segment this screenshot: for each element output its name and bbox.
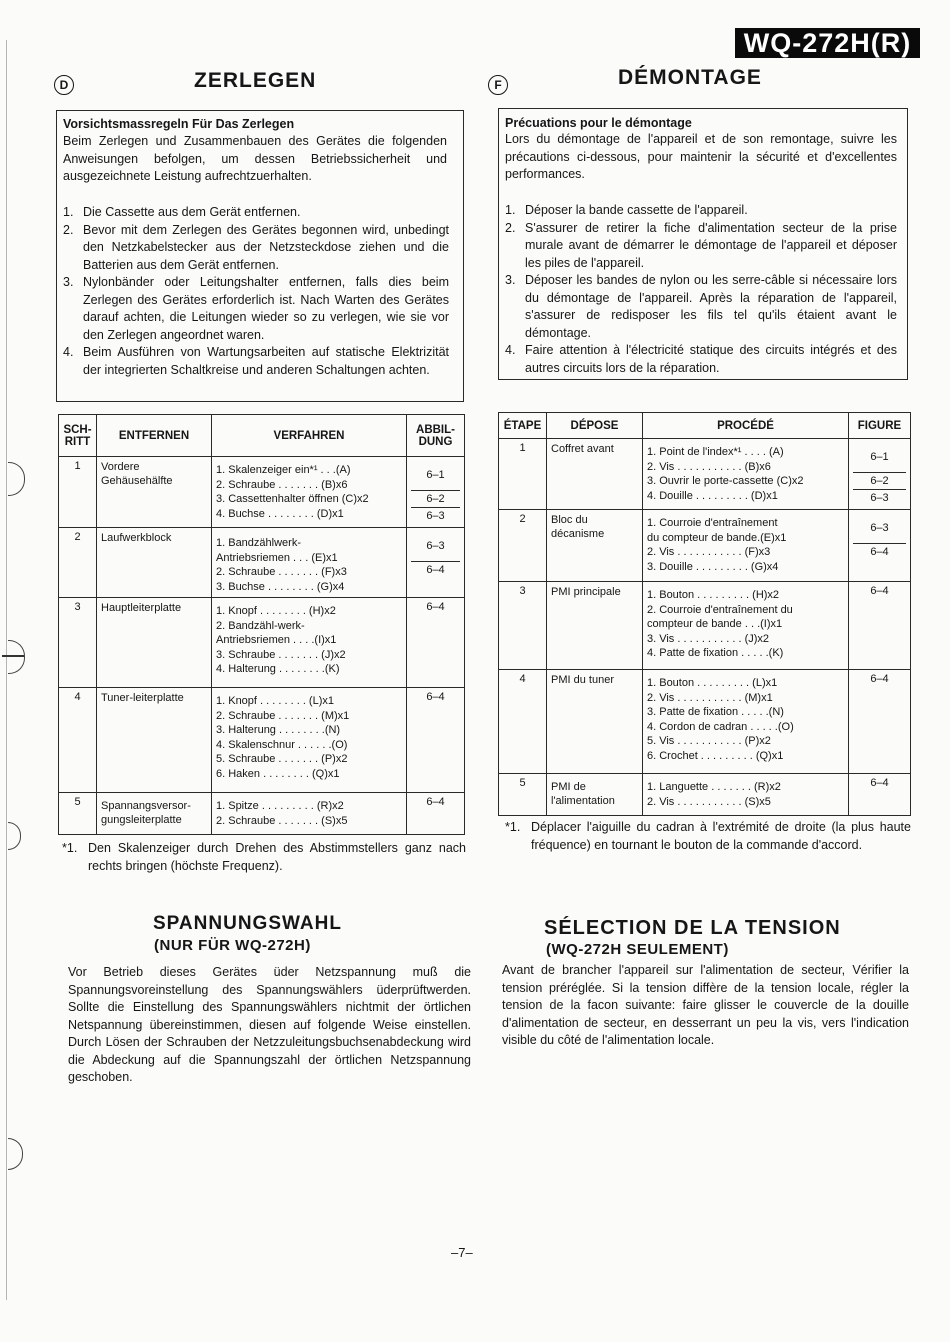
binding-curve-mark: [8, 462, 25, 496]
german-precautions-box: [56, 110, 464, 402]
german-voltage-title: SPANNUNGSWAHL: [153, 913, 342, 934]
column-header-remove: ENTFERNEN: [97, 415, 212, 457]
french-voltage-subtitle: (WQ-272H SEULEMENT): [546, 941, 729, 958]
column-header-figure: FIGURE: [849, 413, 911, 439]
column-header-procedure: VERFAHREN: [212, 415, 407, 457]
list-item: 1. Déposer la bande cassette de l'appareil.: [505, 203, 748, 217]
french-step-list: [505, 202, 897, 377]
list-item: 3. Nylonbänder oder Leitungshalter entfernen, falls dies beim Zerlegen des Gerätes erforderlich ist. Nach Warten des Gerätes darauf achten, die Leitungen wieder so zu verlegen, wie sie vor den Zerlegen angeordnet waren.: [63, 275, 449, 342]
table-row: 3 PMI principale 1. Bouton . . . . . . . . . (H)x2 2. Courroie d'entraînement du compteur de bande . . .(I)x1 3. Vis . . . . . . . . . . . (J)x2 4. Patte de fixation . . . . .(K) 6–4: [499, 582, 911, 670]
french-voltage-text: Avant de brancher l'appareil sur l'alimentation de secteur, Vérifier la tension préréglée. Si la tension diffère de la tension locale, régler la tension de la facon suivante: faire glisser le couvercle de la douille d'alimentation de secteur, en desserrant un peu la vis, vers l'indication visible du côté de l'alimentation locale.: [502, 963, 909, 1047]
list-item: 4. Faire attention à l'électricité statique des circuits intégrés et des autres circuits lors de la réparation.: [505, 343, 897, 375]
french-voltage-title: SÉLECTION DE LA TENSION: [544, 917, 841, 939]
column-header-figure: ABBIL-DUNG: [407, 415, 465, 457]
french-language-mark: F: [488, 75, 508, 95]
list-item: 3. Déposer les bandes de nylon ou les serre-câble si nécessaire lors du démontage de l'appareil. Après la réparation de l'appareil, s'assurer de redisposer les fils tel qu'ils étaient avant le démontage.: [505, 273, 897, 340]
german-precautions-text: Beim Zerlegen und Zusammenbauen des Gerätes die folgenden Anweisungen befolgen, um dessen Betriebssicherheit und ausgezeichnete Leistung aufrechtzuerhalten.: [63, 134, 447, 183]
french-section-title: DÉMONTAGE: [618, 66, 762, 89]
table-row: 2 Bloc du décanisme 1. Courroie d'entraînement du compteur de bande.(E)x1 2. Vis . . . . . . . . . . . (F)x3 3. Douille . . . . . . . . . (G)x4 6–3 6–4: [499, 510, 911, 582]
french-precautions-text: Lors du démontage de l'appareil et de son remontage, suivre les précautions ci-dessous, pour maintenir la sécurité et d'excellentes performances.: [505, 132, 897, 181]
table-row: 4 PMI du tuner 1. Bouton . . . . . . . . . (L)x1 2. Vis . . . . . . . . . . . (M)x1 3. Patte de fixation . . . . .(N) 4. Cordon de cadran . . . . .(O) 5. Vis . . . . . . . . . . . (P)x2 6. Crochet . . . . . . . . . (Q)x1 6–4: [499, 670, 911, 774]
german-language-mark: D: [54, 75, 74, 95]
binding-curve-mark: [8, 1138, 23, 1170]
french-precautions-box: [498, 108, 908, 380]
list-item: 1. Die Cassette aus dem Gerät entfernen.: [63, 205, 301, 219]
column-header-procedure: PROCÉDÉ: [643, 413, 849, 439]
model-number-badge: WQ-272H(R): [735, 28, 920, 58]
french-footnote: *1. Déplacer l'aiguille du cadran à l'extrémité de droite (la plus haute fréquence) en tournant le bouton de la commande d'accord.: [505, 820, 911, 852]
column-header-step: ÉTAPE: [499, 413, 547, 439]
german-footnote: *1. Den Skalenzeiger durch Drehen des Abstimmstellers ganz nach rechts bringen (höchste Frequenz).: [62, 841, 466, 873]
list-item: 2. S'assurer de retirer la fiche d'alimentation secteur de la prise murale avant de démarrer le démontage de l'appareil et déposer les piles de l'appareil.: [505, 220, 897, 270]
binding-margin-line: [6, 40, 7, 1300]
german-voltage-subtitle: (NUR FÜR WQ-272H): [154, 937, 311, 954]
table-row: 3 Hauptleiterplatte 1. Knopf . . . . . . . . (H)x2 2. Bandzähl-werk- Antriebsriemen . . . .(I)x1 3. Schraube . . . . . . . (J)x2 4. Halterung . . . . . . . .(K) 6–4: [59, 598, 465, 688]
table-row: 2 Laufwerkblock 1. Bandzählwerk- Antriebsriemen . . . (E)x1 2. Schraube . . . . . . . (F)x3 3. Buchse . . . . . . . . (G)x4 6–3 6–4: [59, 528, 465, 598]
german-step-list: [63, 204, 449, 379]
table-row: 1 Vordere Gehäusehälfte 1. Skalenzeiger ein*¹ . . .(A) 2. Schraube . . . . . . . (B)x6 3. Cassettenhalter öffnen (C)x2 4. Buchse . . . . . . . . (D)x1 6–1 6–2 6–3: [59, 457, 465, 528]
column-header-remove: DÉPOSE: [547, 413, 643, 439]
german-section-title: ZERLEGEN: [194, 69, 317, 92]
table-row: 4 Tuner-leiterplatte 1. Knopf . . . . . . . . (L)x1 2. Schraube . . . . . . . (M)x1 3. Halterung . . . . . . . .(N) 4. Skalenschnur . . . . . .(O) 5. Schraube . . . . . . . (P)x2 6. Haken . . . . . . . . (Q)x1 6–4: [59, 688, 465, 793]
page-number: –7–: [451, 1245, 473, 1260]
french-disassembly-table: [498, 412, 911, 816]
table-row: 5 PMI de l'alimentation 1. Languette . . . . . . . (R)x2 2. Vis . . . . . . . . . . . (S)x5 6–4: [499, 774, 911, 816]
column-header-step: SCH-RITT: [59, 415, 97, 457]
german-disassembly-table: [58, 414, 465, 835]
list-item: 2. Bevor mit dem Zerlegen des Gerätes begonnen wird, unbedingt den Netzkabelstecker aus der Netzsteckdose ziehen und die Batterien aus dem Gerät entfernen.: [63, 222, 449, 272]
german-voltage-text: Vor Betrieb dieses Gerätes üder Netzspannung muß die Spannungsvoreinstellung des Spannungswählers üderprüftwerden. Sollte die Einstellung des Spannungswählers nichtmit der örtlichen Netspannung übereinstimmen, diesen auf folgende Weise einstellen. Durch Lösen der Schrauben der Netzzuleitungsbuchsenabdeckung wird die Abdeckung auf die Spannungszahl der örtlichen Netzspannung geschoben.: [68, 965, 471, 1084]
german-precautions-title: Vorsichtsmassregeln Für Das Zerlegen: [63, 117, 295, 131]
binding-curve-mark: [8, 822, 21, 850]
table-row: 5 Spannangsversor-gungsleiterplatte 1. Spitze . . . . . . . . . (R)x2 2. Schraube . . . . . . . (S)x5 6–4: [59, 793, 465, 835]
binding-curve-mark: [8, 640, 25, 674]
list-item: 4. Beim Ausführen von Wartungsarbeiten auf statische Elektrizität der integrierten Schaltkreise und anderen Schaltungen achten.: [63, 345, 449, 377]
table-row: 1 Coffret avant 1. Point de l'index*¹ . . . . (A) 2. Vis . . . . . . . . . . . (B)x6 3. Ouvrir le porte-cassette (C)x2 4. Douille . . . . . . . . . (D)x1 6–1 6–2 6–3: [499, 439, 911, 510]
french-precautions-title: Précuations pour le démontage: [505, 116, 692, 130]
